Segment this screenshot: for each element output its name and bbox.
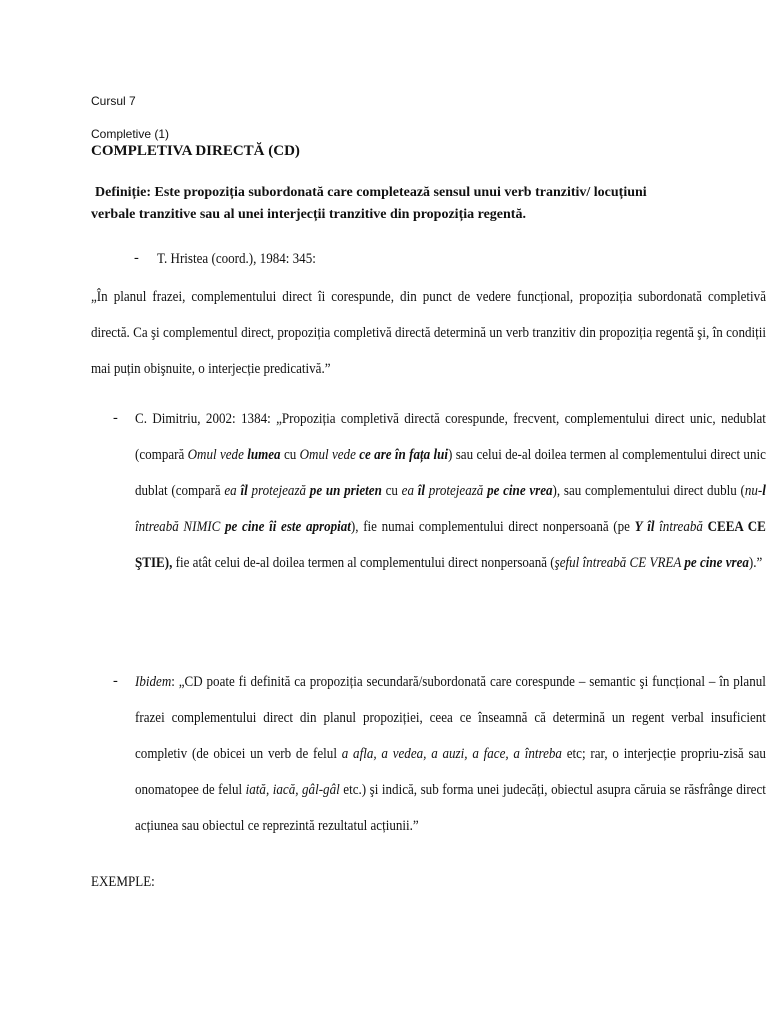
page-title: COMPLETIVA DIRECTĂ (CD) <box>91 143 300 159</box>
course-number: Cursul 7 <box>91 94 136 108</box>
ref1-quote: „În planul frazei, complementului direct îi corespunde, din punct de vedere funcțional, propoziția subordonată completivă directă. Ca şi complementul direct, propoziția completivă directă determină un verb tranzitiv din propoziția regentă şi, în condiții mai puțin obişnuite, o interjecție predicativă.” <box>91 289 766 377</box>
ref2-dash: - <box>113 410 118 426</box>
ref3-quote: Ibidem: „CD poate fi definită ca propoziția secundară/subordonată care corespunde – semantic şi funcțional – în planul frazei complementului direct din planul propoziției, ceea ce înseamnă că determină un regent verbal insuficient completiv (de obicei un verb de felul a afla, a vedea, a auzi, a face, a întreba etc; rar, o interjecție propriu-zisă sau onomatopee de felul iată, iacă, gâl-gâl etc.) şi indică, sub forma unei judecăți, obiectul asupra căruia se răsfrânge direct acțiunea sau obiectul ce reprezintă rezultatul acțiunii.” <box>135 674 766 834</box>
definition <box>91 182 691 226</box>
ref2-quote: C. Dimitriu, 2002: 1384: „Propoziția completivă directă corespunde, frecvent, complementului direct unic, nedublat (compară Omul vede lumea cu Omul vede ce are în fața lui) sau celui de-al doilea termen al complementului direct unic dublat (compară ea îl protejează pe un prieten cu ea îl protejează pe cine vrea), sau complementului direct dublu (nu-l întreabă NIMIC pe cine îi este apropiat), fie numai complementului direct nonpersoană (pe Y îl întreabă CEEA CE ŞTIE), fie atât celui de-al doilea termen al complementului direct nonpersoană (şeful întreabă CE VREA pe cine vrea).” <box>135 411 766 571</box>
section-subtitle: Completive (1) <box>91 127 170 141</box>
ref3-dash: - <box>113 673 118 689</box>
definition-label: Definiție: <box>95 185 151 200</box>
definition-text: Este propoziția subordonată care completează sensul unui verb tranzitiv/ locuțiuni verbale tranzitive sau al unei interjecții tranzitive din propoziția regentă. <box>91 185 647 222</box>
ref1-dash: - <box>134 250 139 266</box>
ref1-citation: T. Hristea (coord.), 1984: 345: <box>157 251 316 267</box>
examples-heading: EXEMPLE: <box>91 874 155 890</box>
